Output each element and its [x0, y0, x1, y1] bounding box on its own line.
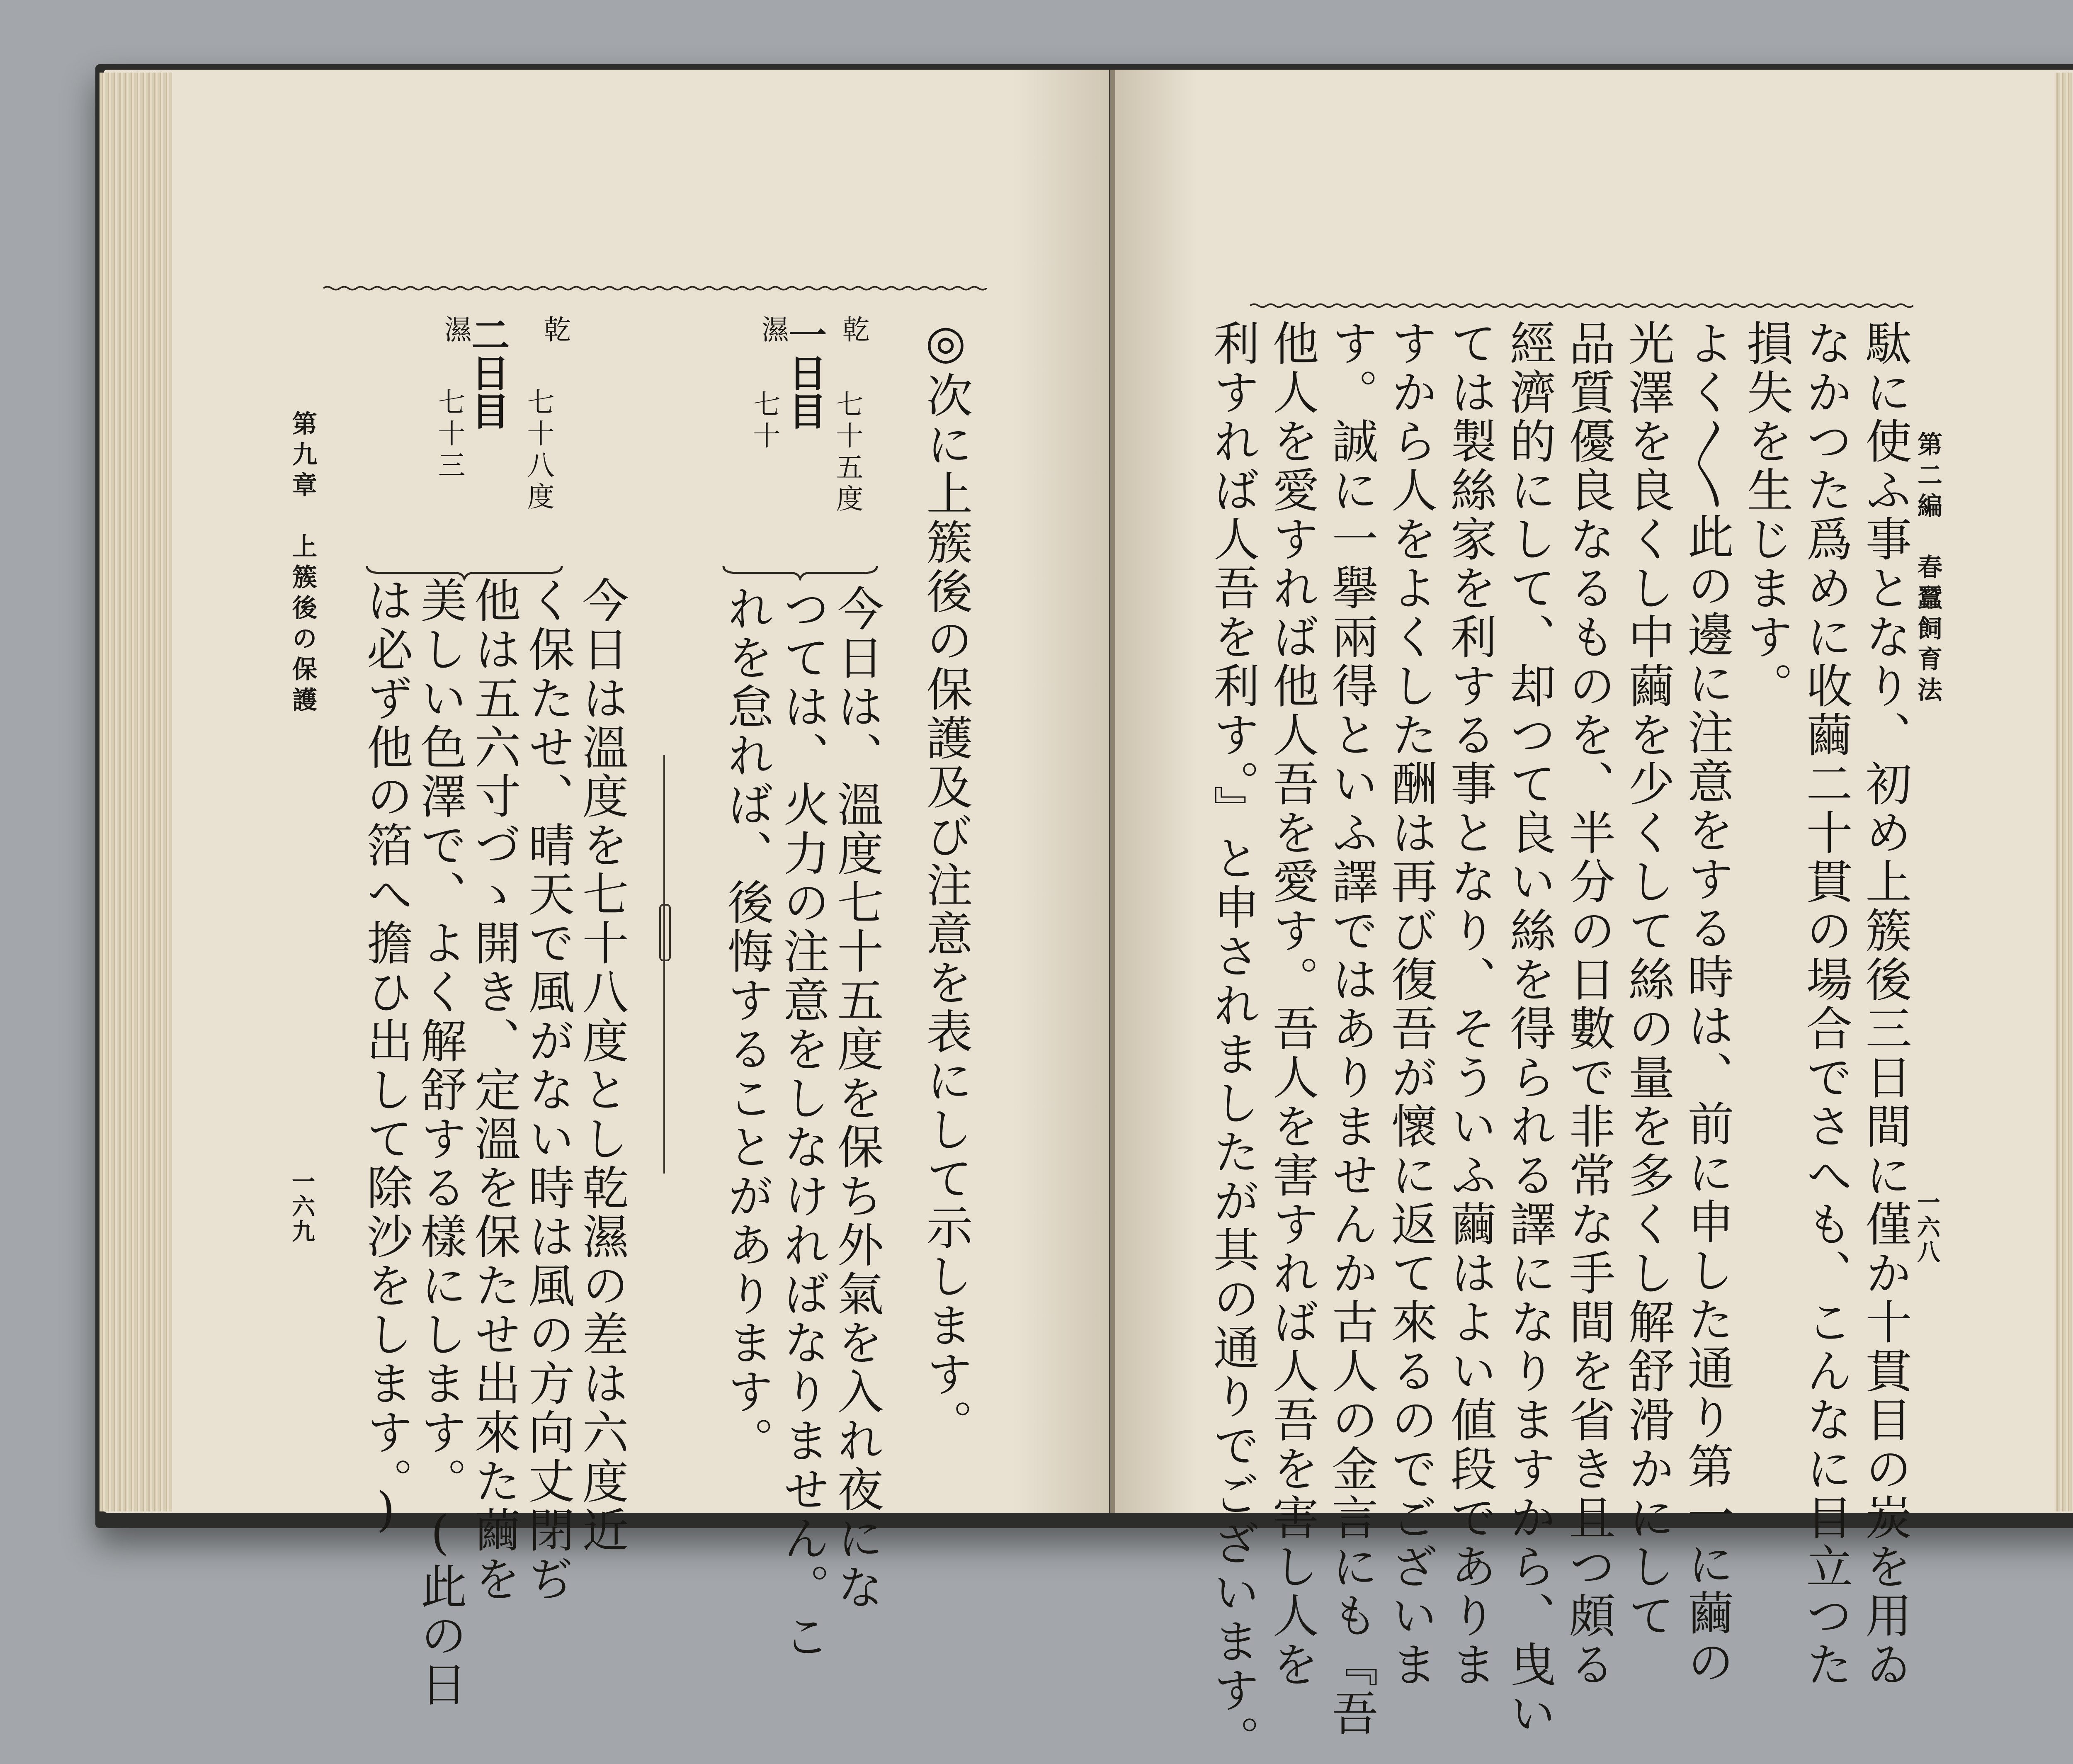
day2-dry-label: 乾: [539, 315, 571, 347]
day2-wet-value: 七十三: [433, 388, 465, 482]
right-line-6: 品質優良なるものを、半分の日數で非常な手間を省き且つ頗る: [1561, 319, 1615, 1689]
day1-dry-label: 乾: [837, 315, 869, 347]
right-gutter-shadow: [1115, 70, 1198, 1513]
day1-line-3: れを怠れば、後悔することがあります。: [720, 585, 774, 1465]
right-line-11: 他人を愛すれば他人吾を愛す。吾人を害すれば人吾を害し人を: [1265, 319, 1319, 1689]
day1-bracket: [721, 564, 879, 581]
right-line-8: ては製絲家を利する事となり、そういふ繭はよい値段でありま: [1443, 319, 1497, 1689]
day2-line-5: は必ず他の箔へ擔ひ出して除沙をします。): [359, 576, 413, 1539]
day1-line-1: 今日は、溫度七十五度を保ち外氣を入れ夜にな: [830, 585, 884, 1612]
left-page-wavy-rule: [323, 285, 987, 291]
day-divider-rule: [663, 755, 665, 1174]
day2-dry-value: 七十八度: [522, 388, 554, 514]
right-line-10: す。誠に一擧兩得といふ譯ではありませんか古人の金言にも『吾: [1324, 319, 1378, 1738]
left-gutter-shadow: [1012, 70, 1111, 1513]
day-divider-ornament: [659, 904, 671, 961]
day2-line-4: 美しい色澤で、よく解舒する樣にします。(此の日: [413, 576, 467, 1709]
left-page-number: 一六九: [288, 1169, 316, 1244]
right-page-wavy-rule: [1250, 303, 1913, 309]
right-page-number: 一六八: [1913, 1190, 1941, 1265]
day1-day-label: 一日目: [782, 315, 827, 430]
day1-wet-label: 濕: [757, 315, 789, 347]
right-page-edges: [2054, 73, 2073, 1511]
day2-day-label: 二日目: [465, 315, 510, 430]
day2-wet-label: 濕: [439, 315, 471, 347]
day1-line-2: つては、火力の注意をしなければなりません。こ: [776, 585, 830, 1661]
day2-line-3: 他は五六寸づゝ開き、定溫を保たせ出來た繭を: [467, 576, 521, 1604]
day2-line-2: く保たせ、晴天で風がない時は風の方向丈閉ぢ: [521, 576, 575, 1604]
day1-dry-value: 七十五度: [831, 390, 863, 516]
right-line-4: よく〱此の邊に注意をする時は、前に申した通り第一に繭の: [1680, 319, 1734, 1687]
right-line-7: 經濟的にして、却つて良い絲を得られる譯になりますから、曳い: [1502, 319, 1556, 1738]
right-line-5: 光澤を良くし中繭を少くして絲の量を多くし解舒滑かにして: [1621, 319, 1675, 1640]
right-line-9: すから人をよくした酬は再び復吾が懷に返て來るのでございま: [1384, 319, 1437, 1689]
right-line-2: なかつた爲めに收繭二十貫の場合でさへも、こんなに目立つた: [1799, 319, 1852, 1689]
day2-line-1: 今日は溫度を七十八度とし乾濕の差は六度近: [575, 576, 629, 1555]
left-page-edges: [100, 73, 172, 1511]
right-line-12: 利すれば人吾を利す。』と申されましたが其の通りでございます。: [1206, 319, 1260, 1764]
left-intro-line: ◎次に上簇後の保護及び注意を表にして示します。: [919, 315, 973, 1448]
left-page-header: 第九章 上簇後の保護: [288, 411, 317, 717]
book-spine-fold: [1110, 70, 1115, 1513]
right-page-header: 第二編 春蠶飼育法: [1913, 431, 1942, 707]
right-line-1: 駄に使ふ事となり、初め上簇後三日間に僅か十貫目の炭を用ゐ: [1858, 319, 1912, 1689]
day1-wet-value: 七十: [748, 390, 780, 453]
right-line-3: 損失を生じます。: [1739, 319, 1793, 711]
